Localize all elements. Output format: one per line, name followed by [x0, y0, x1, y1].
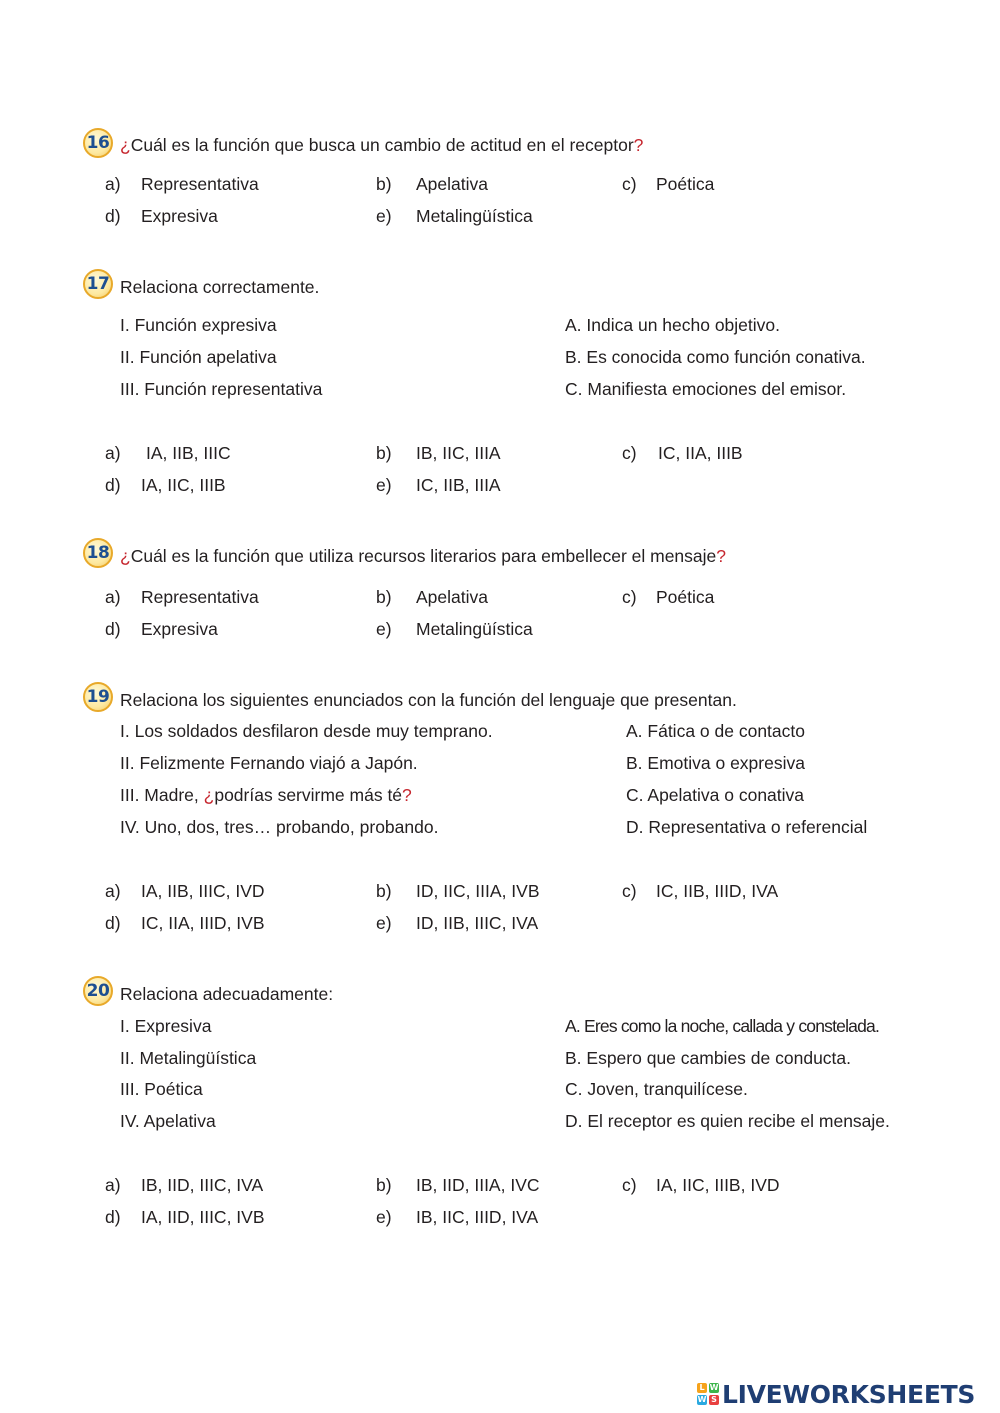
question-text: Relaciona los siguientes enunciados con la función del lenguaje que presentan.: [120, 690, 737, 710]
option-text[interactable]: IC, IIA, IIID, IVB: [141, 913, 265, 933]
question-number-badge: 19: [83, 682, 113, 712]
option-letter: a): [105, 881, 121, 901]
match-left-item: I. Función expresiva: [120, 315, 277, 335]
option-letter: c): [622, 1175, 637, 1195]
logo-tile: L: [697, 1383, 707, 1393]
match-left-item: II. Función apelativa: [120, 347, 277, 367]
option-letter: d): [105, 206, 121, 226]
match-left-item: II. Felizmente Fernando viajó a Japón.: [120, 753, 418, 773]
option-text[interactable]: Expresiva: [141, 619, 218, 639]
match-left-item: I. Los soldados desfilaron desde muy temprano.: [120, 721, 493, 741]
match-right-item: A. Fática o de contacto: [626, 721, 805, 741]
option-text[interactable]: ID, IIB, IIIC, IVA: [416, 913, 539, 933]
match-right-item: D. Representativa o referencial: [626, 817, 868, 837]
option-text[interactable]: IB, IID, IIIA, IVC: [416, 1175, 540, 1195]
question-text: ¿Cuál es la función que busca un cambio de actitud en el receptor?: [120, 135, 644, 155]
question-text: Relaciona adecuadamente:: [120, 984, 334, 1004]
option-text[interactable]: IA, IIC, IIIB: [141, 475, 226, 495]
logo-tile: W: [709, 1383, 719, 1392]
option-letter: a): [105, 443, 121, 463]
option-letter: e): [376, 1207, 392, 1227]
match-right-item: A. Eres como la noche, callada y constelada.: [565, 1016, 880, 1036]
match-left-item: II. Metalingüística: [120, 1048, 257, 1068]
option-text[interactable]: ID, IIC, IIIA, IVB: [416, 881, 540, 901]
option-text[interactable]: Representativa: [141, 587, 259, 607]
option-letter: a): [105, 587, 121, 607]
liveworksheets-logo[interactable]: [697, 1377, 975, 1411]
option-text[interactable]: IC, IIA, IIIB: [658, 443, 743, 463]
option-text[interactable]: Poética: [656, 587, 715, 607]
option-letter: e): [376, 913, 392, 933]
question-text: Relaciona correctamente.: [120, 277, 320, 297]
option-letter: b): [376, 881, 392, 901]
option-text[interactable]: Metalingüística: [416, 619, 533, 639]
match-right-item: C. Manifiesta emociones del emisor.: [565, 379, 847, 399]
option-letter: b): [376, 587, 392, 607]
option-letter: e): [376, 619, 392, 639]
match-left-item: III. Madre, ¿podrías servirme más té?: [120, 785, 412, 805]
logo-tile: W: [697, 1395, 707, 1404]
option-text[interactable]: IA, IIB, IIIC, IVD: [141, 881, 265, 901]
option-letter: a): [105, 174, 121, 194]
option-text[interactable]: IC, IIB, IIIA: [416, 475, 501, 495]
option-text[interactable]: Metalingüística: [416, 206, 533, 226]
match-right-item: C. Apelativa o conativa: [626, 785, 805, 805]
option-letter: e): [376, 206, 392, 226]
match-right-item: A. Indica un hecho objetivo.: [565, 315, 781, 335]
option-letter: a): [105, 1175, 121, 1195]
match-right-item: C. Joven, tranquilícese.: [565, 1079, 748, 1099]
option-letter: d): [105, 1207, 121, 1227]
question-number-badge: 17: [83, 269, 113, 299]
option-text[interactable]: Representativa: [141, 174, 259, 194]
option-letter: e): [376, 475, 392, 495]
option-letter: d): [105, 619, 121, 639]
option-letter: c): [622, 587, 637, 607]
match-left-item: III. Función representativa: [120, 379, 323, 399]
logo-text: LIVEWORKSHEETS: [722, 1379, 976, 1409]
match-left-item: IV. Uno, dos, tres… probando, probando.: [120, 817, 439, 837]
match-right-item: B. Es conocida como función conativa.: [565, 347, 866, 367]
option-text[interactable]: IC, IIB, IIID, IVA: [656, 881, 779, 901]
option-letter: c): [622, 174, 637, 194]
logo-tiles-icon: [697, 1383, 719, 1405]
option-letter: c): [622, 881, 637, 901]
option-letter: d): [105, 913, 121, 933]
option-letter: d): [105, 475, 121, 495]
option-text[interactable]: IB, IID, IIIC, IVA: [141, 1175, 264, 1195]
logo-tile: S: [709, 1395, 719, 1405]
question-number-badge: 18: [83, 538, 113, 568]
option-letter: b): [376, 174, 392, 194]
match-left-item: I. Expresiva: [120, 1016, 212, 1036]
match-right-item: D. El receptor es quien recibe el mensaje.: [565, 1111, 890, 1131]
option-text[interactable]: Expresiva: [141, 206, 218, 226]
match-left-item: III. Poética: [120, 1079, 203, 1099]
option-text[interactable]: IA, IID, IIIC, IVB: [141, 1207, 265, 1227]
option-text[interactable]: Apelativa: [416, 174, 488, 194]
option-text[interactable]: Apelativa: [416, 587, 488, 607]
match-right-item: B. Espero que cambies de conducta.: [565, 1048, 852, 1068]
option-letter: b): [376, 1175, 392, 1195]
option-letter: c): [622, 443, 637, 463]
option-text[interactable]: IA, IIB, IIIC: [146, 443, 231, 463]
question-number-badge: 20: [83, 976, 113, 1006]
match-right-item: B. Emotiva o expresiva: [626, 753, 805, 773]
option-text[interactable]: Poética: [656, 174, 715, 194]
option-text[interactable]: IB, IIC, IIID, IVA: [416, 1207, 539, 1227]
question-number-badge: 16: [83, 128, 113, 158]
option-letter: b): [376, 443, 392, 463]
option-text[interactable]: IB, IIC, IIIA: [416, 443, 501, 463]
option-text[interactable]: IA, IIC, IIIB, IVD: [656, 1175, 780, 1195]
question-text: ¿Cuál es la función que utiliza recursos literarios para embellecer el mensaje?: [120, 546, 727, 566]
match-left-item: IV. Apelativa: [120, 1111, 216, 1131]
